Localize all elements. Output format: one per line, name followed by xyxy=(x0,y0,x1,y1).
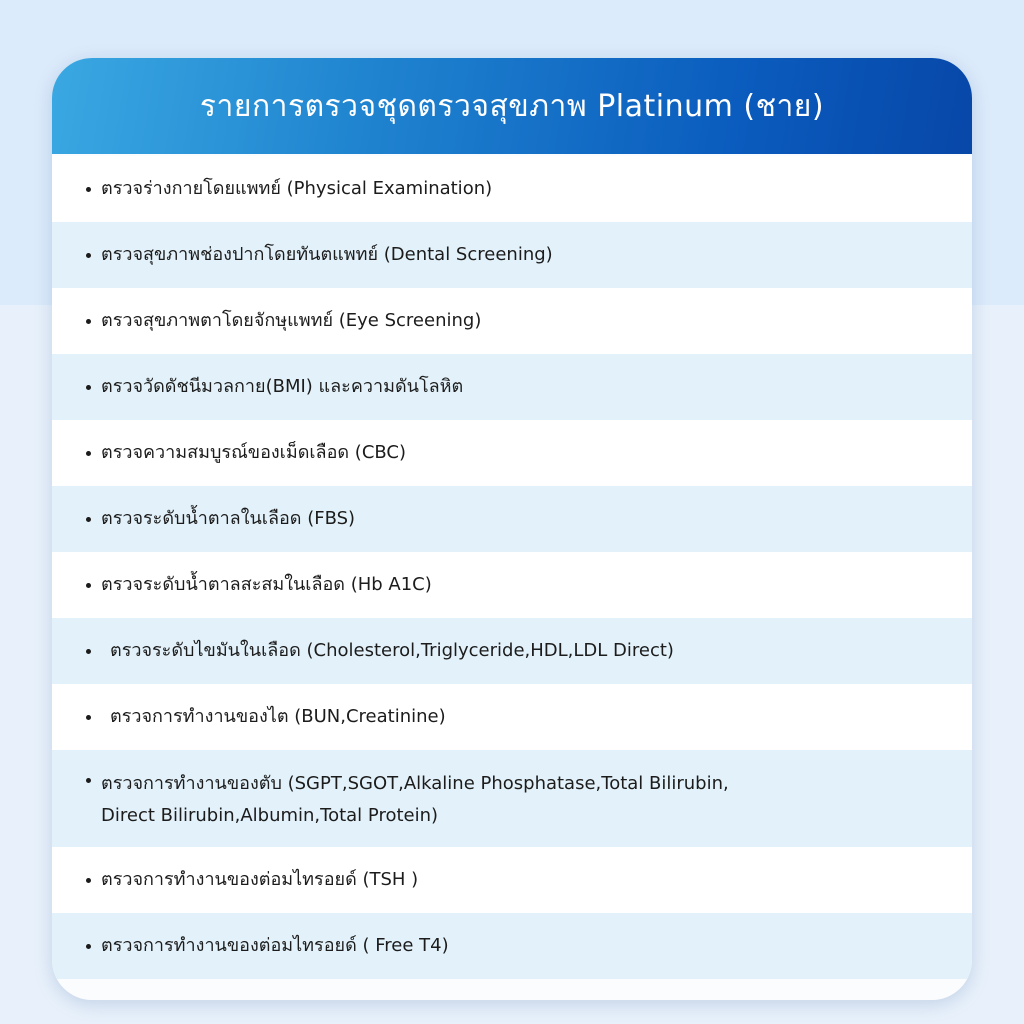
bullet-icon xyxy=(86,878,91,883)
list-item-label: ตรวจการทำงานของต่อมไทรอยด์ (TSH ) xyxy=(101,869,419,890)
list-item xyxy=(52,354,972,420)
list-item-label: ตรวจการทำงานของไต (BUN,Creatinine) xyxy=(110,706,446,727)
bullet-icon xyxy=(86,451,91,456)
list-item-label-block xyxy=(101,768,729,832)
bullet-icon xyxy=(86,517,91,522)
list-item-label: ตรวจความสมบูรณ์ของเม็ดเลือด (CBC) xyxy=(101,442,407,463)
card-header xyxy=(52,58,972,154)
bullet-icon xyxy=(86,583,91,588)
list-item-label: ตรวจวัดดัชนีมวลกาย(BMI) และความดันโลหิต xyxy=(101,376,464,397)
bullet-icon xyxy=(86,385,91,390)
list-item-label: ตรวจการทำงานของต่อมไทรอยด์ ( Free T4) xyxy=(101,935,449,956)
bullet-icon xyxy=(86,944,91,949)
bullet-icon xyxy=(86,715,91,720)
checkup-list-card xyxy=(52,58,972,1000)
list-item-label: ตรวจสุขภาพช่องปากโดยทันตแพทย์ (Dental Screening) xyxy=(101,244,553,265)
list-item xyxy=(52,156,972,222)
list-item-label: ตรวจสุขภาพตาโดยจักษุแพทย์ (Eye Screening) xyxy=(101,310,482,331)
list-item-label: ตรวจระดับน้ำตาลในเลือด (FBS) xyxy=(101,508,356,529)
list-item xyxy=(52,552,972,618)
list-item xyxy=(52,913,972,979)
list-item-label: ตรวจร่างกายโดยแพทย์ (Physical Examination) xyxy=(101,178,493,199)
list-item xyxy=(52,750,972,847)
list-item-label-continued: Direct Bilirubin,Albumin,Total Protein) xyxy=(101,805,439,826)
bullet-icon xyxy=(86,319,91,324)
list-item xyxy=(52,222,972,288)
list-item xyxy=(52,618,972,684)
list-item-label: ตรวจระดับไขมันในเลือด (Cholesterol,Triglyceride,HDL,LDL Direct) xyxy=(110,640,674,661)
bullet-icon xyxy=(86,649,91,654)
list-item-label: ตรวจระดับน้ำตาลสะสมในเลือด (Hb A1C) xyxy=(101,574,432,595)
bullet-icon xyxy=(86,778,91,783)
list-item-label: ตรวจการทำงานของตับ (SGPT,SGOT,Alkaline Phosphatase,Total Bilirubin, xyxy=(101,773,729,794)
bullet-icon xyxy=(86,253,91,258)
list-item xyxy=(52,420,972,486)
checkup-list xyxy=(52,156,972,979)
bullet-icon xyxy=(86,187,91,192)
list-item xyxy=(52,847,972,913)
page-title: รายการตรวจชุดตรวจสุขภาพ Platinum (ชาย) xyxy=(199,88,825,124)
list-item xyxy=(52,684,972,750)
list-item xyxy=(52,486,972,552)
list-item xyxy=(52,288,972,354)
